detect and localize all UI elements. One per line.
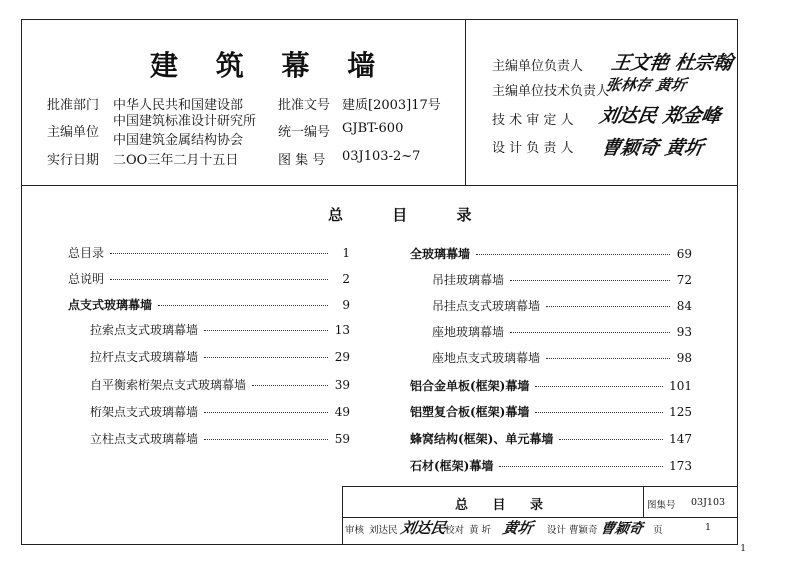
responsible-role: 设 计 负 责 人	[492, 141, 574, 156]
responsible-role: 主编单位技术负责人	[492, 84, 610, 99]
leader-dots	[204, 330, 328, 331]
handwritten-signature: 曹颖奇	[599, 521, 645, 537]
header-divider	[22, 185, 737, 186]
toc-entry	[410, 430, 692, 447]
title-block	[342, 486, 738, 544]
leader-dots	[510, 280, 670, 281]
editor-unit-label: 主编单位	[47, 125, 100, 140]
toc-entry	[410, 245, 692, 262]
leader-dots	[535, 412, 663, 413]
responsible-role: 主编单位负责人	[492, 59, 584, 74]
handwritten-signature: 刘达民 郑金峰	[597, 105, 723, 127]
toc-entry	[68, 270, 350, 287]
header-vertical-divider	[465, 20, 466, 185]
unified-no-label: 统一编号	[278, 125, 331, 140]
effective-date-label: 实行日期	[47, 153, 100, 168]
editor-unit-1: 中国建筑标准设计研究所	[113, 114, 257, 129]
leader-dots	[476, 254, 670, 255]
check-label: 校对	[445, 525, 465, 536]
toc-entry-title: 蜂窝结构(框架)、单元幕墙	[410, 432, 554, 446]
toc-entry-page: 101	[669, 379, 692, 393]
page-label: 页	[653, 525, 663, 536]
page-number: 1	[705, 522, 712, 533]
reviewer-name: 刘达民	[369, 525, 398, 536]
atlas-no: 03J103-2~7	[342, 149, 421, 164]
unified-no: GJBT-600	[342, 121, 404, 136]
leader-dots	[546, 306, 670, 307]
design-label: 设计	[547, 525, 567, 536]
checker-name: 黄 圻	[469, 525, 492, 536]
toc-entry-title: 铝合金单板(框架)幕墙	[410, 379, 530, 393]
atlas-no-label: 图集号	[647, 500, 676, 511]
toc-entry	[410, 457, 692, 474]
leader-dots	[204, 357, 328, 358]
toc-entry-title: 点支式玻璃幕墙	[68, 298, 153, 312]
handwritten-signature: 张林存 黄圻	[604, 76, 688, 94]
toc-entry	[432, 323, 692, 340]
leader-dots	[510, 332, 670, 333]
toc-entry-page: 2	[342, 272, 350, 286]
toc-entry-title: 座地点支式玻璃幕墙	[432, 351, 541, 365]
leader-dots	[252, 385, 328, 386]
leader-dots	[158, 305, 328, 306]
toc-entry-title: 总说明	[68, 272, 105, 286]
footer-page-number: 1	[740, 544, 746, 554]
toc-entry-title: 座地玻璃幕墙	[432, 325, 505, 339]
toc-entry-title: 自平衡索桁架点支式玻璃幕墙	[90, 378, 247, 392]
toc-entry-page: 173	[669, 459, 692, 473]
handwritten-signature: 黄圻	[501, 519, 535, 537]
toc-entry-page: 147	[669, 432, 692, 446]
toc-entry	[90, 403, 350, 420]
title-block-divider	[643, 487, 644, 517]
approval-dept: 中华人民共和国建设部	[113, 98, 244, 113]
leader-dots	[110, 279, 328, 280]
toc-entry	[90, 348, 350, 365]
toc-entry-page: 59	[334, 432, 350, 446]
toc-entry-page: 13	[334, 323, 350, 337]
leader-dots	[110, 253, 328, 254]
toc-entry-page: 98	[676, 351, 692, 365]
responsible-role: 技 术 审 定 人	[492, 113, 574, 128]
toc-entry	[90, 430, 350, 447]
toc-entry-page: 93	[676, 325, 692, 339]
leader-dots	[204, 439, 328, 440]
toc-entry-page: 39	[334, 378, 350, 392]
handwritten-signature: 王文艳 杜宗翰	[609, 52, 735, 74]
toc-entry-title: 吊挂玻璃幕墙	[432, 273, 505, 287]
review-label: 审核	[345, 525, 365, 536]
toc-entry-page: 125	[669, 405, 692, 419]
toc-entry	[432, 349, 692, 366]
toc-entry-title: 拉索点支式玻璃幕墙	[90, 323, 199, 337]
leader-dots	[499, 466, 663, 467]
toc-entry-page: 72	[676, 273, 692, 287]
toc-entry-page: 84	[676, 299, 692, 313]
effective-date: 二OO三年二月十五日	[113, 153, 239, 168]
leader-dots	[204, 412, 328, 413]
editor-unit-2: 中国建筑金属结构协会	[113, 133, 244, 148]
handwritten-signature: 刘达民	[399, 519, 448, 537]
toc-entry-title: 总目录	[68, 246, 105, 260]
toc-entry	[90, 321, 350, 338]
toc-entry-page: 1	[342, 246, 350, 260]
toc-entry-title: 桁架点支式玻璃幕墙	[90, 405, 199, 419]
toc-entry-page: 49	[334, 405, 350, 419]
toc-entry	[90, 376, 350, 393]
toc-entry	[410, 403, 692, 420]
toc-entry-page: 9	[342, 298, 350, 312]
toc-entry-title: 铝塑复合板(框架)幕墙	[410, 405, 530, 419]
leader-dots	[535, 386, 663, 387]
toc-entry-title: 吊挂点支式玻璃幕墙	[432, 299, 541, 313]
atlas-no: 03J103	[691, 497, 726, 508]
approval-doc: 建质[2003]17号	[342, 98, 441, 113]
atlas-title: 建 筑 幕 墙	[150, 49, 390, 82]
toc-entry-page: 29	[334, 350, 350, 364]
toc-title: 总 目 录	[328, 206, 494, 224]
leader-dots	[559, 439, 663, 440]
toc-entry	[410, 377, 692, 394]
toc-entry	[68, 244, 350, 261]
title-block-title: 总 目 录	[455, 498, 554, 513]
toc-entry	[432, 297, 692, 314]
toc-entry-page: 69	[676, 247, 692, 261]
approval-dept-label: 批准部门	[47, 98, 100, 113]
toc-entry-title: 全玻璃幕墙	[410, 247, 471, 261]
approval-doc-label: 批准文号	[278, 98, 331, 113]
toc-entry	[68, 296, 350, 313]
atlas-no-label: 图 集 号	[278, 153, 326, 168]
toc-entry	[432, 271, 692, 288]
toc-entry-title: 拉杆点支式玻璃幕墙	[90, 350, 199, 364]
toc-entry-title: 立柱点支式玻璃幕墙	[90, 432, 199, 446]
toc-entry-title: 石材(框架)幕墙	[410, 459, 494, 473]
leader-dots	[546, 358, 670, 359]
designer-name: 曹颖奇	[569, 525, 598, 536]
handwritten-signature: 曹颖奇 黄圻	[599, 137, 706, 159]
